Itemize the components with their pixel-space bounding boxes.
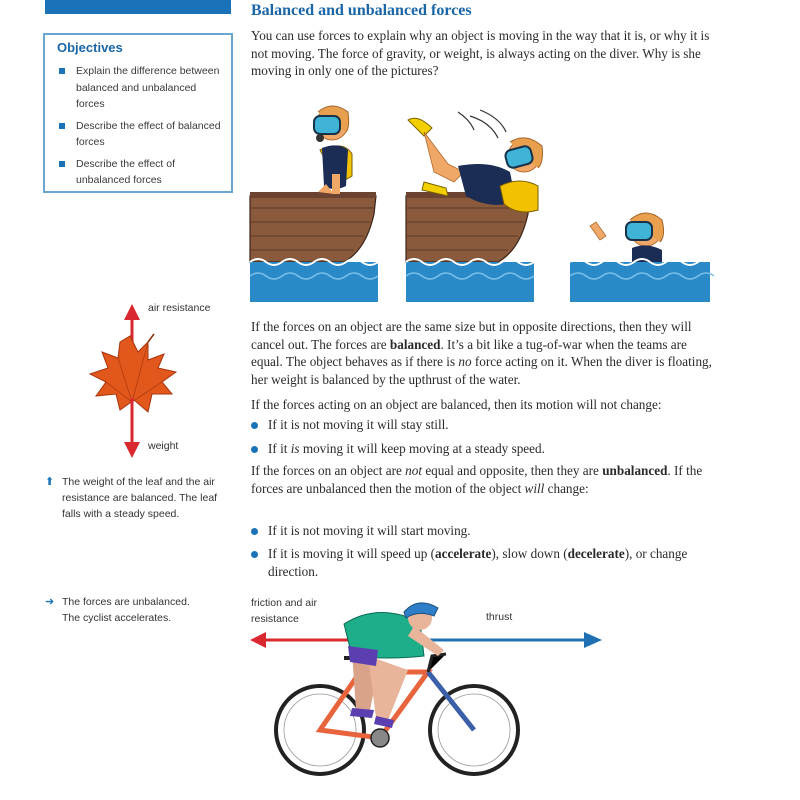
bullet-square-icon [59,123,65,129]
down-arrow [124,398,140,458]
arrow-up-icon: ⬆ [45,476,55,488]
diver-sitting [314,106,352,194]
term-unbalanced: unbalanced [602,463,668,478]
objectives-list [57,63,227,194]
air-resistance-label: air resistance [148,302,211,314]
balanced-paragraph: If the forces on an object are the same size but in opposite directions, then they will cancel out. The forces are balanced. It’s a bit like a tug-of-war when the teams are equal. The object behaves as if there is no force acting on it. When the diver is floating, her weight is balanced by the upthrust of the water. [251,319,712,387]
objectives-title: Objectives [57,40,123,55]
unbalanced-paragraph: If the forces on an object are not equal and opposite, then they are unbalanced. If the forces are unbalanced then the motion of the object will change: [251,463,703,496]
friction-label: friction and air resistance [251,597,317,625]
leaf-figure [68,302,198,462]
page-title: Balanced and unbalanced forces [251,2,472,19]
water-panel-2 [406,259,534,302]
term-balanced: balanced [389,336,441,352]
weight-label: weight [148,440,179,452]
intro-paragraph: You can use forces to explain why an object is moving in the way that it is, or why it is not moving. The force of gravity, or weight, is always acting on the diver. Why is she moving in only one of the pictures? [251,28,710,78]
water-panel-3 [570,213,714,302]
cyclist-figure [248,600,608,790]
bullet-dot-icon [251,551,258,558]
bullet-dot-icon [251,422,258,429]
bullet-dot-icon [251,528,258,535]
header-bar [45,0,231,14]
boat-1 [250,192,376,262]
objective-item: Describe the effect of unbalanced forces [57,156,227,189]
objective-item: Describe the effect of balanced forces [57,118,227,151]
objective-item: Explain the difference between balanced and unbalanced forces [57,63,227,113]
bullet-dot-icon [251,446,258,453]
thrust-label: thrust [486,611,513,623]
water-panel-1 [250,259,378,302]
bullet-square-icon [59,161,65,167]
balanced-lead: If the forces acting on an object are balanced, then its motion will not change: [251,397,662,412]
objectives-box [43,33,233,193]
bullet-square-icon [59,68,65,74]
arrow-right-icon: ➜ [45,596,55,608]
diver-illustration [248,92,718,302]
